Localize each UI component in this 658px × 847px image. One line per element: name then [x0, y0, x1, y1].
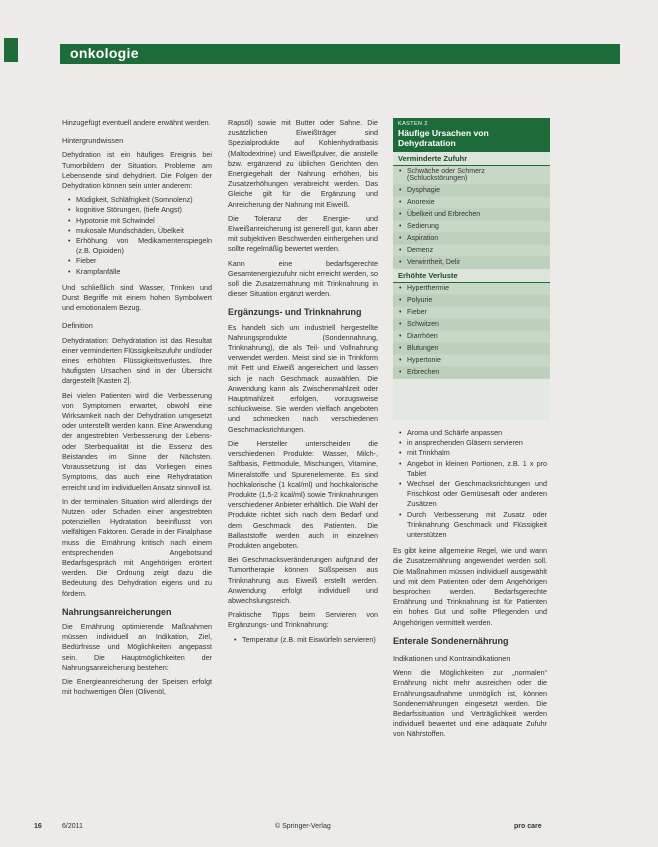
info-box-list-increased-loss — [393, 283, 550, 379]
paragraph: Und schließlich sind Wasser, Trinken und Durst Begriffe mit einem hohen Symbolwert und emotionalem Bezug. — [62, 282, 212, 313]
info-box-item: • Polyurie — [393, 295, 550, 307]
subheading: Indikationen und Kontraindikationen — [393, 654, 511, 664]
info-box-item: • Fieber — [393, 307, 550, 319]
info-box-item: • Hypertonie — [393, 355, 550, 367]
list-item: • Aroma und Schärfe anpassen — [401, 428, 547, 438]
paragraph: Bei vielen Patienten wird die Verbesserung von Symptomen erwartet, obwohl eine Wirksamkeit nach der Dehydration umgesetzt oder unterstellt werden kann. Eine Anwendung der angestrebten Verbesserung der Lebens- oder Sterbequalität ist die Essenz des Beistandes im Sinne der Nächsten. Voraussetzung ist das Vorliegen eines Symptoms, das auch eine Rehydratation erreicht und im individuellen Ansatz sinnvoll ist. — [62, 390, 212, 492]
list-item: • Wechsel der Geschmacksrichtungen und Frischkost oder Gemüsesaft oder anderen Zusätzen — [401, 479, 547, 510]
paragraph: Wenn die Möglichkeiten zur „normalen“ Ernährung nicht mehr ausreichen oder die Ernährungsaufnahme unmöglich ist, können Sondenernährungen eingesetzt werden. Die Bedarfssituation und Verträglichkeit werden individuell bewertet und eine adäquate Zufuhr von Nährstoffen. — [393, 668, 547, 739]
column-2 — [228, 118, 378, 651]
section-heading: Nahrungsanreicherungen — [62, 606, 172, 617]
list-item: • Fieber — [70, 256, 212, 266]
paragraph: Es gibt keine allgemeine Regel, wie und wann die Zusatzernährung angewendet werden soll. Die Maßnahmen müssen individuell ausgewählt und mit dem Patienten oder dem Angehörigen besprochen werden. Bedarfsgerechte Ernährung und Trinknahrung ist für Patienten ein hohes Gut und sollte Pflegenden und Angehörigen vermittelt werden. — [393, 546, 547, 627]
list-item: • in ansprechenden Gläsern servieren — [401, 438, 547, 448]
info-box-item: • Sedierung — [393, 221, 550, 233]
section-heading: Ergänzungs- und Trinknahrung — [228, 307, 362, 318]
info-box-item: • Demenz — [393, 245, 550, 257]
info-box-item: • Anorexie — [393, 197, 550, 209]
list-item: • mit Trinkhalm — [401, 448, 547, 458]
info-box-title: Häufige Ursachen von Dehydratation — [398, 128, 489, 148]
column-1 — [62, 118, 212, 701]
info-box-item: • Erbrechen — [393, 367, 550, 379]
paragraph: Die Hersteller unterscheiden die verschiedenen Produkte: Wasser, Milch-, Saftbasis, Fettmodule, Mischungen, Vitamine, Mineralstoffe und Spurenelemente. Es sind hochkalorische (1 kcal/ml) und hochkalorische Produkte (1,5-2 kcal/ml) sowie Trinknahrungen verschiedener Anbieter erhältlich. Die Wahl der Produkte richtet sich nach dem Bedarf und dem Geschmack des Patienten. Die Ballaststoffe werden auch in einzelnen Produkten angeboten. — [228, 438, 378, 550]
info-box-item: • Schwäche oder Schmerz (Schluckstörungen) — [393, 166, 550, 185]
paragraph: Kann eine bedarfsgerechte Gesamtenergiezufuhr nicht erreicht werden, so soll die Zusatzernährung mit Trinknahrung in dieser Situation ergänzt werden. — [228, 258, 378, 299]
paragraph: Bei Geschmacksveränderungen aufgrund der Tumortherapie können Süßspeisen aus Trinknahrung aus Eiweiß erstellt werden. Anwendung erfolgt individuell und abwechslungsreich. — [228, 555, 378, 605]
bullet-list — [228, 635, 378, 645]
list-item: • Erhöhung von Medikamentenspiegeln (z.B. Opioiden) — [70, 236, 212, 256]
section-title: onkologie — [70, 45, 139, 61]
paragraph: Dehydratation: Dehydratation ist das Resultat einer verminderten Flüssigkeitszufuhr und/oder eines erhöhten Flüssigkeitsverlustes. Ihre häufigsten Ursachen sind in der Übersicht dargestellt [Kasten 2]. — [62, 335, 212, 386]
list-item: • kognitive Störungen, (tiefe Angst) — [70, 205, 212, 215]
list-item: • Krampfanfälle — [70, 267, 212, 277]
info-box-item: • Aspiration — [393, 233, 550, 245]
section-header — [60, 44, 620, 64]
paragraph: Es handelt sich um industriell hergestellte Nahrungsprodukte (Sondennahrung, Trinknahrung), die als Teil- und Vollnahrung verwendet werden. Meist sind sie in Trinkform mit Fett und Eiweiß angereichert und lassen sich je nach Geschmack auswählen. Die Anwendung kann als Zwischenmahlzeit oder Hauptmahlzeit erfolgen, vorzugsweise schluckweise. Sie werden vielfach angeboten und schmecken nach verschiedenen Geschmacksrichtungen. — [228, 322, 378, 434]
paragraph: Hinzugefügt eventuell andere erwähnt werden. — [62, 118, 211, 127]
info-box-dehydration-causes — [393, 118, 550, 420]
section-heading: Enterale Sondenernährung — [393, 635, 509, 646]
list-item: • Durch Verbesserung mit Zusatz oder Trinknahrung Geschmack und Flüssigkeit unterstützen — [401, 510, 547, 541]
paragraph: Die Ernährung optimierende Maßnahmen müssen individuell an Indikation, Ziel, Bedürfnisse und Möglichkeiten angepasst sein. Die Hauptmöglichkeiten der Nahrungsanreicherung bestehen: — [62, 621, 212, 672]
bullet-list — [62, 195, 212, 277]
subheading: Hintergrundwissen — [62, 136, 124, 146]
subheading: Definition — [62, 321, 93, 331]
section-tab-marker — [4, 38, 18, 62]
list-item: • Hypotonie mit Schwindel — [70, 216, 212, 226]
paragraph: Die Energieanreicherung der Speisen erfolgt mit hochwertigen Ölen (Olivenöl, — [62, 676, 212, 697]
paragraph: Die Toleranz der Energie- und Eiweißanreicherung ist generell gut, kann aber mit subjektiven Beschwerden einhergehen und sollte regelmäßig bewertet werden. — [228, 213, 378, 254]
info-box-item: • Schwitzen — [393, 319, 550, 331]
list-item: • Müdigkeit, Schläfrigkeit (Somnolenz) — [70, 195, 212, 205]
paragraph: Rapsöl) sowie mit Butter oder Sahne. Die zusätzlichen Eiweißträger sind Spezialprodukte auf Kohlenhydratbasis (Maltodextrine) und Eiweißpulver, die anstelle bzw. ergänzend zu üblichen Gerichten den Energiegehalt der Nahrung erhöhen, bis Zusatzerhöhungen verabreicht werden. Das Gleiche gilt für die Ergänzung und Anreicherung der Nahrung mit Eiweiß. — [228, 118, 378, 209]
column-3 — [393, 428, 547, 744]
publisher-credit: © Springer-Verlag — [275, 823, 331, 830]
info-box-item: • Verwirrtheit, Delir — [393, 257, 550, 269]
list-item: • Angebot in kleinen Portionen, z.B. 1 x pro Tablet — [401, 459, 547, 479]
list-item: • Temperatur (z.B. mit Eiswürfeln servieren) — [236, 635, 378, 645]
info-box-list-reduced-intake — [393, 166, 550, 269]
info-box-item: • Diarrhöen — [393, 331, 550, 343]
info-box-section-heading: Verminderte Zufuhr — [393, 152, 550, 166]
paragraph: Praktische Tipps beim Servieren von Ergänzungs- und Trinknahrung: — [228, 610, 378, 630]
list-item: • mukosale Mundschäden, Übelkeit — [70, 226, 212, 236]
bullet-list — [393, 428, 547, 540]
page-number: 16 — [34, 823, 42, 830]
info-box-item: • Übelkeit und Erbrechen — [393, 209, 550, 221]
info-box-label: KASTEN 2 — [398, 121, 428, 127]
journal-name: pro care — [514, 823, 542, 830]
paragraph: Dehydration ist ein häufiges Ereignis bei Tumorbildern der Situation. Probleme am Lebensende sind dehydriert. Die Folgen der Dehydration können sein unter anderem: — [62, 150, 212, 191]
issue-number: 6/2011 — [62, 823, 83, 830]
info-box-item: • Hyperthermie — [393, 283, 550, 295]
info-box-header — [393, 118, 550, 152]
info-box-section-heading: Erhöhte Verluste — [393, 269, 550, 283]
paragraph: In der terminalen Situation wird allerdings der Nutzen oder Schaden einer angestrebten potenziellen Hydratation beeinflusst von vielfältigen Faktoren. Gerade in der Finalphase muss die Ernährung kritisch nach einem entsprechenden Angebotsund Bedarfsgespräch mit Angehörigen erörtert werden. Die Ordnung zeigt dazu die Bedeutung des Dehydration eigens und zu fördern. — [62, 496, 212, 598]
info-box-item: • Blutungen — [393, 343, 550, 355]
info-box-item: • Dysphagie — [393, 185, 550, 197]
